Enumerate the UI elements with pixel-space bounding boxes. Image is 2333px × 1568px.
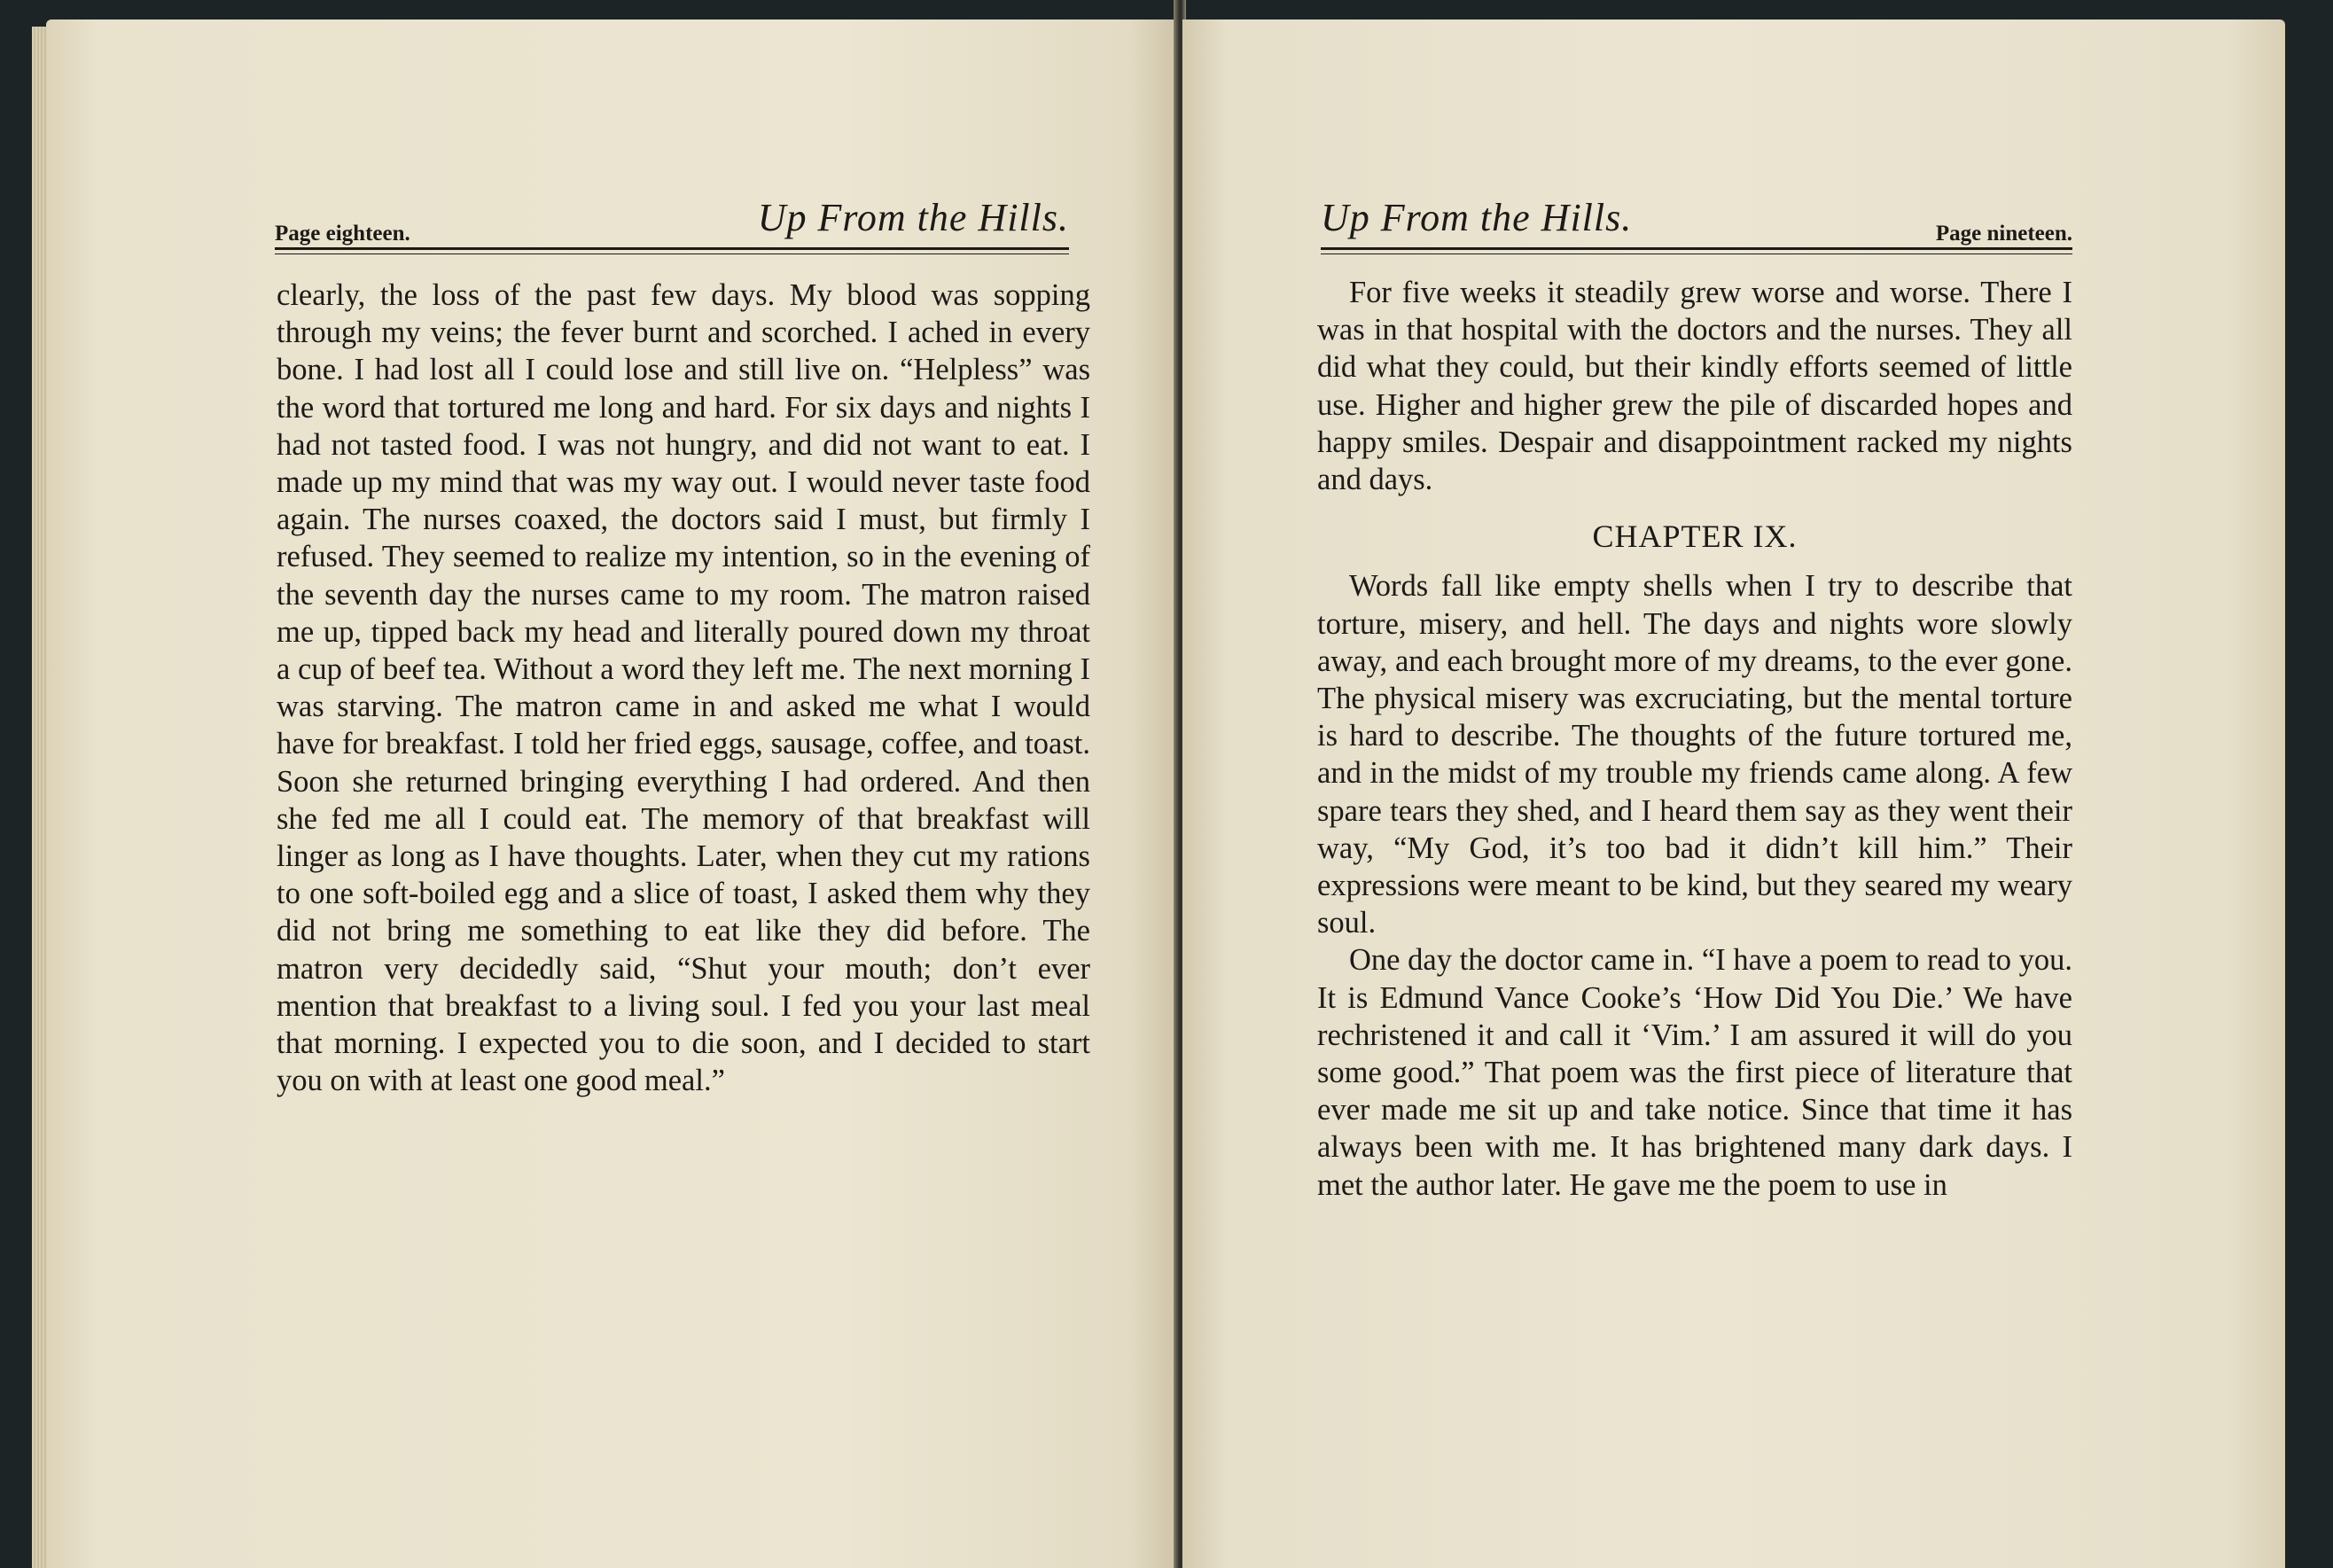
chapter-heading: CHAPTER IX. xyxy=(1592,519,1798,555)
left-page xyxy=(46,20,1174,1568)
right-page-body xyxy=(1317,274,2072,1204)
paragraph: For five weeks it steadily grew worse and worse. There I was in that hospital with the doctors and the nurses. They all did what they could, but their kindly efforts seemed of little use. Higher and higher grew the pile of discarded hopes and happy smiles. Despair and disappointment racked my nights and days. xyxy=(1317,276,2072,497)
left-page-body xyxy=(277,277,1090,1099)
right-page-header xyxy=(1321,195,2072,257)
paragraph: One day the doctor came in. “I have a poem to read to you. It is Edmund Vance Cooke’s ‘How Did You Die.’ We have rechristened it and call it ‘Vim.’ I am assured it will do you some good.” That poem was the first piece of literature that ever made me sit up and take notice. Since that time it has always been with me. It has brightened many dark days. I met the author later. He gave me the poem to use in xyxy=(1317,943,2072,1202)
page-number: Page nineteen. xyxy=(1935,222,2072,246)
header-rule xyxy=(1321,247,2072,254)
running-title: Up From the Hills. xyxy=(1321,196,1633,239)
header-rule xyxy=(275,247,1069,254)
page-number: Page eighteen. xyxy=(275,222,410,246)
right-page xyxy=(1182,20,2285,1568)
running-title: Up From the Hills. xyxy=(757,196,1069,239)
paragraph: clearly, the loss of the past few days. My blood was sopping through my veins; the fever burnt and scorched. I ached in every bone. I had lost all I could lose and still live on. “Helpless” was the word that tortured me long and hard. For six days and nights I had not tasted food. I was not hungry, and did not want to eat. I made up my mind that was my way out. I would never taste food again. The nurses coaxed, the doctors said I must, but firmly I refused. They seemed to realize my intention, so in the evening of the seventh day the nurses came to my room. The matron raised me up, tipped back my head and literally poured down my throat a cup of beef tea. Without a word they left me. The next morning I was starving. The matron came in and asked me what I would have for breakfast. I told her fried eggs, sausage, coffee, and toast. Soon she returned bringing everything I had ordered. And then she fed me all I could eat. The memory of that breakfast will linger as long as I have thoughts. Later, when they cut my rations to one soft-boiled egg and a slice of toast, I asked them why they did not bring me something to eat like they did before. The matron very decidedly said, “Shut your mouth; don’t ever mention that breakfast to a living soul. I fed you your last meal that morning. I expected you to die soon, and I decided to start you on with at least one good meal.” xyxy=(277,278,1090,1098)
paragraph: Words fall like empty shells when I try to describe that torture, misery, and hell. The days and nights wore slowly away, and each brought more of my dreams, to the ever gone. The physical misery was excruciating, but the mental torture is hard to describe. The thoughts of the future tortured me, and in the midst of my trouble my friends came along. A few spare tears they shed, and I heard them say as they went their way, “My God, it’s too bad it didn’t kill him.” Their expressions were meant to be kind, but they seared my weary soul. xyxy=(1317,569,2072,940)
left-page-header xyxy=(275,195,1069,257)
